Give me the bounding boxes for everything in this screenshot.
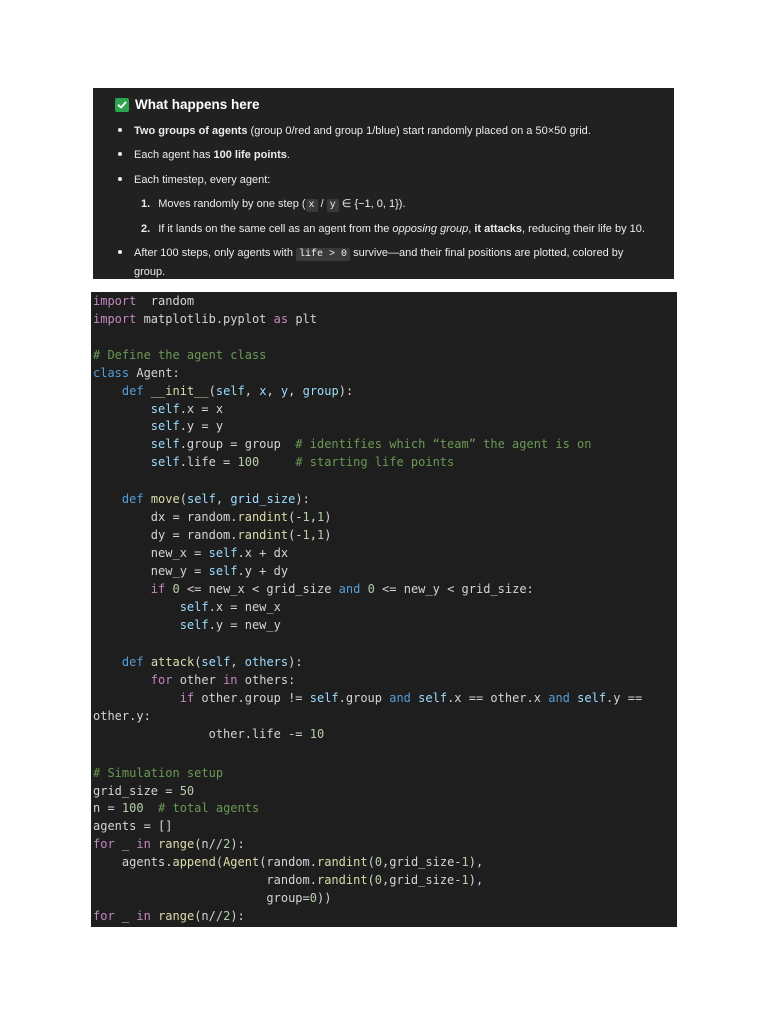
code-token: .y = new_y bbox=[208, 618, 281, 632]
bullet-bold: Two groups of agents bbox=[134, 125, 248, 137]
code-token bbox=[93, 618, 180, 632]
bullet-dot bbox=[118, 152, 122, 156]
bullet-bold: 100 life points bbox=[213, 149, 287, 161]
code-token: 100 bbox=[237, 455, 260, 470]
code-token bbox=[93, 582, 151, 596]
code-token: .group bbox=[338, 691, 390, 705]
code-line bbox=[93, 707, 151, 725]
code-token: def bbox=[121, 492, 144, 506]
code-token bbox=[144, 801, 158, 815]
code-line bbox=[93, 889, 331, 907]
code-token: self bbox=[179, 618, 209, 632]
code-token: y bbox=[280, 383, 289, 398]
code-line bbox=[93, 508, 331, 526]
code-token bbox=[144, 655, 151, 669]
bullet-text: . bbox=[286, 149, 290, 161]
code-token: , bbox=[309, 510, 317, 524]
code-token: ( bbox=[194, 655, 202, 669]
code-token: 2 bbox=[223, 909, 231, 923]
code-token: import bbox=[93, 294, 137, 308]
code-token: ) bbox=[324, 528, 332, 542]
code-token: randint bbox=[316, 873, 368, 887]
code-line bbox=[93, 835, 245, 853]
code-token: 0 bbox=[172, 582, 180, 596]
step-italic: opposing group bbox=[392, 223, 469, 235]
bullet-text: survive—and their final positions are plotted, colored by bbox=[350, 247, 624, 259]
code-token bbox=[151, 909, 158, 923]
code-token: .y + dy bbox=[237, 564, 289, 578]
code-token: # Simulation setup bbox=[93, 766, 224, 780]
code-token: dx = random. bbox=[93, 510, 238, 524]
code-token: for bbox=[93, 837, 115, 851]
code-token: # starting life points bbox=[295, 455, 455, 470]
code-token: n = bbox=[93, 801, 122, 815]
code-line bbox=[93, 417, 223, 435]
code-token: agents = [] bbox=[93, 819, 173, 833]
code-token: self bbox=[418, 691, 448, 705]
code-token: others: bbox=[237, 673, 296, 687]
code-token: , bbox=[230, 655, 245, 669]
code-token: ), bbox=[468, 873, 484, 887]
numbered-step bbox=[141, 222, 645, 236]
code-token: # Define the agent class bbox=[93, 347, 267, 362]
code-token: (random. bbox=[259, 855, 317, 869]
step-text: Moves randomly by one step ( bbox=[158, 198, 306, 210]
code-token: group bbox=[302, 383, 339, 398]
code-token: as bbox=[273, 311, 289, 326]
code-token bbox=[93, 655, 122, 669]
code-token: in bbox=[136, 909, 151, 923]
code-line bbox=[93, 598, 281, 616]
code-token: (- bbox=[288, 510, 303, 524]
code-token: 1 bbox=[461, 855, 469, 869]
code-token: 1 bbox=[461, 873, 469, 887]
code-token: 1 bbox=[317, 510, 325, 524]
code-token: in bbox=[136, 837, 151, 851]
code-token: self bbox=[186, 492, 216, 506]
step-text: If it lands on the same cell as an agent from the bbox=[158, 223, 393, 235]
code-token: def bbox=[121, 655, 144, 669]
code-token bbox=[93, 673, 151, 687]
bullet-item bbox=[118, 148, 290, 162]
code-token: 50 bbox=[179, 784, 195, 798]
code-token: __init__ bbox=[150, 383, 209, 398]
code-token: .x = x bbox=[179, 401, 224, 416]
code-token: other bbox=[172, 673, 224, 687]
code-token: for bbox=[150, 673, 173, 687]
code-token: others bbox=[244, 655, 289, 669]
bullet-item bbox=[118, 124, 591, 138]
code-token: if bbox=[150, 582, 166, 596]
code-token: self bbox=[201, 655, 231, 669]
code-line bbox=[93, 580, 534, 598]
code-token: agents. bbox=[93, 855, 173, 869]
code-token: random. bbox=[93, 873, 317, 887]
code-token: randint bbox=[237, 528, 289, 542]
bullet-text: Each timestep, every agent: bbox=[134, 174, 271, 186]
code-token: Agent bbox=[223, 855, 260, 869]
code-token bbox=[93, 402, 151, 416]
code-token: matplotlib.pyplot bbox=[136, 311, 274, 326]
step-text: , bbox=[468, 223, 475, 235]
code-line bbox=[93, 346, 266, 364]
code-token: _ bbox=[114, 837, 137, 851]
code-token: ): bbox=[338, 383, 354, 398]
code-token: self bbox=[577, 691, 607, 705]
code-line bbox=[93, 799, 259, 817]
panel-heading bbox=[115, 97, 260, 112]
code-token: range bbox=[158, 909, 195, 923]
code-token: def bbox=[121, 383, 144, 398]
code-line bbox=[93, 544, 288, 562]
code-token bbox=[360, 582, 367, 596]
code-token: ( bbox=[208, 383, 216, 398]
code-token: in bbox=[223, 673, 238, 687]
code-token: randint bbox=[317, 855, 368, 869]
code-token: 1 bbox=[302, 528, 310, 542]
code-token: )) bbox=[316, 891, 332, 905]
code-block bbox=[91, 292, 677, 927]
code-token: 2 bbox=[223, 837, 231, 851]
code-token: randint bbox=[237, 510, 289, 524]
code-line bbox=[93, 364, 180, 382]
bullet-item bbox=[118, 173, 270, 187]
code-line bbox=[93, 616, 281, 634]
code-token: # identifies which “team” the agent is on bbox=[295, 437, 592, 452]
code-line bbox=[93, 689, 642, 707]
code-line bbox=[93, 382, 353, 400]
code-token: for bbox=[93, 909, 115, 923]
code-line bbox=[93, 435, 592, 453]
code-token: and bbox=[338, 582, 361, 596]
explanation-panel bbox=[93, 88, 674, 279]
code-line bbox=[93, 817, 172, 835]
code-token: x bbox=[259, 383, 267, 398]
code-token bbox=[93, 384, 122, 398]
step-text: , reducing their life by 10. bbox=[522, 223, 645, 235]
code-token: ): bbox=[230, 837, 245, 851]
code-token: 1 bbox=[317, 528, 325, 542]
code-token: _ bbox=[114, 909, 137, 923]
inline-code: x bbox=[306, 199, 318, 212]
code-token: dy = random. bbox=[93, 528, 238, 542]
code-token: class bbox=[93, 365, 130, 380]
checkmark-icon bbox=[115, 98, 129, 112]
code-line bbox=[93, 526, 331, 544]
bullet-text: Each agent has bbox=[134, 149, 214, 161]
code-token bbox=[93, 437, 151, 451]
code-line bbox=[93, 671, 295, 689]
step-text: / bbox=[317, 198, 327, 210]
code-token: self bbox=[309, 691, 339, 705]
code-line bbox=[93, 853, 483, 871]
code-token: self bbox=[208, 564, 238, 578]
code-token: 0 bbox=[309, 891, 317, 905]
code-line bbox=[93, 562, 288, 580]
code-token: , bbox=[288, 383, 303, 398]
code-line bbox=[93, 764, 223, 782]
code-token bbox=[93, 691, 180, 705]
code-token: ( bbox=[367, 855, 375, 869]
code-token bbox=[93, 600, 180, 614]
code-token: import bbox=[93, 311, 137, 326]
code-token: ), bbox=[468, 855, 484, 869]
code-token: # total agents bbox=[158, 801, 260, 815]
code-line bbox=[93, 725, 324, 743]
code-token: .y = y bbox=[179, 419, 224, 434]
code-token: other.y: bbox=[93, 709, 151, 723]
inline-code: life > 0 bbox=[296, 248, 350, 261]
bullet-dot bbox=[118, 177, 122, 181]
code-token: 1 bbox=[302, 510, 310, 524]
code-token: 10 bbox=[309, 727, 325, 741]
code-token bbox=[144, 384, 151, 398]
code-token: 100 bbox=[121, 801, 144, 815]
code-line bbox=[93, 490, 310, 508]
code-line bbox=[93, 453, 454, 471]
code-token: if bbox=[179, 691, 195, 705]
code-line bbox=[93, 310, 317, 328]
code-token bbox=[151, 837, 158, 851]
code-token bbox=[93, 492, 122, 506]
bullet-item bbox=[118, 246, 623, 262]
inline-code: y bbox=[327, 199, 339, 212]
code-token: self bbox=[150, 401, 180, 416]
code-token: attack bbox=[150, 655, 195, 669]
code-token: ,grid_size- bbox=[382, 855, 462, 869]
code-token: new_y = bbox=[93, 564, 209, 578]
code-token: .life = bbox=[179, 455, 238, 470]
code-token: grid_size bbox=[230, 492, 296, 506]
code-line bbox=[93, 871, 483, 889]
code-token: other.life -= bbox=[93, 727, 310, 741]
code-token: and bbox=[389, 691, 411, 705]
code-token: .group = group bbox=[179, 437, 296, 452]
step-number: 2. bbox=[141, 223, 151, 235]
bullet-dot bbox=[118, 250, 122, 254]
code-line bbox=[93, 292, 194, 310]
code-token: range bbox=[158, 837, 195, 851]
code-token: self bbox=[215, 383, 245, 398]
code-line bbox=[93, 782, 194, 800]
code-token: (n// bbox=[194, 837, 224, 851]
step-bold: it attacks bbox=[474, 223, 523, 235]
code-token: ): bbox=[230, 909, 245, 923]
code-token: ) bbox=[324, 510, 332, 524]
code-line bbox=[93, 400, 223, 418]
code-token: group= bbox=[93, 891, 310, 905]
code-token: and bbox=[548, 691, 570, 705]
numbered-step bbox=[141, 197, 406, 213]
step-number: 1. bbox=[141, 198, 151, 210]
code-token: other.group != bbox=[194, 691, 310, 705]
code-token: (n// bbox=[194, 909, 224, 923]
code-token: ): bbox=[288, 655, 303, 669]
code-token: 0 bbox=[374, 873, 383, 887]
code-token: ,grid_size- bbox=[382, 873, 462, 887]
step-text: ∈ {−1, 0, 1}). bbox=[338, 198, 406, 210]
code-token: 0 bbox=[367, 582, 375, 596]
bullet-text: (group 0/red and group 1/blue) start randomly placed on a 50×50 grid. bbox=[247, 125, 591, 137]
code-token: self bbox=[150, 419, 180, 434]
code-token: <= new_y < grid_size: bbox=[374, 582, 534, 596]
code-token: random bbox=[136, 294, 195, 308]
code-token bbox=[144, 492, 151, 506]
code-token: ( bbox=[179, 492, 187, 506]
heading-text: What happens here bbox=[135, 97, 260, 112]
code-token: self bbox=[150, 455, 180, 470]
code-token: .x + dx bbox=[237, 546, 289, 560]
code-token: Agent: bbox=[129, 365, 180, 380]
code-token bbox=[259, 455, 295, 469]
code-token: self bbox=[179, 600, 209, 614]
code-token: ( bbox=[215, 855, 224, 869]
code-token: grid_size = bbox=[93, 784, 180, 798]
code-token: move bbox=[150, 492, 180, 506]
bullet-continuation: group. bbox=[134, 266, 166, 278]
code-token: ): bbox=[295, 492, 310, 506]
code-token bbox=[93, 419, 151, 433]
code-line bbox=[93, 907, 245, 925]
code-token: .x == other.x bbox=[447, 691, 549, 705]
code-token: , bbox=[215, 492, 231, 506]
code-token bbox=[93, 455, 151, 469]
code-token: append bbox=[172, 855, 216, 869]
code-token: ( bbox=[367, 873, 375, 887]
code-token: .x = new_x bbox=[208, 600, 281, 614]
code-token: self bbox=[150, 437, 180, 452]
code-token: (- bbox=[288, 528, 303, 542]
code-line bbox=[93, 653, 303, 671]
bullet-text: After 100 steps, only agents with bbox=[134, 247, 297, 259]
code-token: .y == bbox=[606, 691, 643, 705]
code-token: self bbox=[208, 546, 238, 560]
code-token: plt bbox=[288, 311, 317, 326]
code-token: , bbox=[244, 383, 260, 398]
code-token: , bbox=[266, 383, 281, 398]
code-token: , bbox=[309, 528, 317, 542]
code-token: <= new_x < grid_size bbox=[179, 582, 339, 596]
code-token: new_x = bbox=[93, 546, 209, 560]
bullet-dot bbox=[118, 128, 122, 132]
code-token: 0 bbox=[374, 855, 383, 869]
